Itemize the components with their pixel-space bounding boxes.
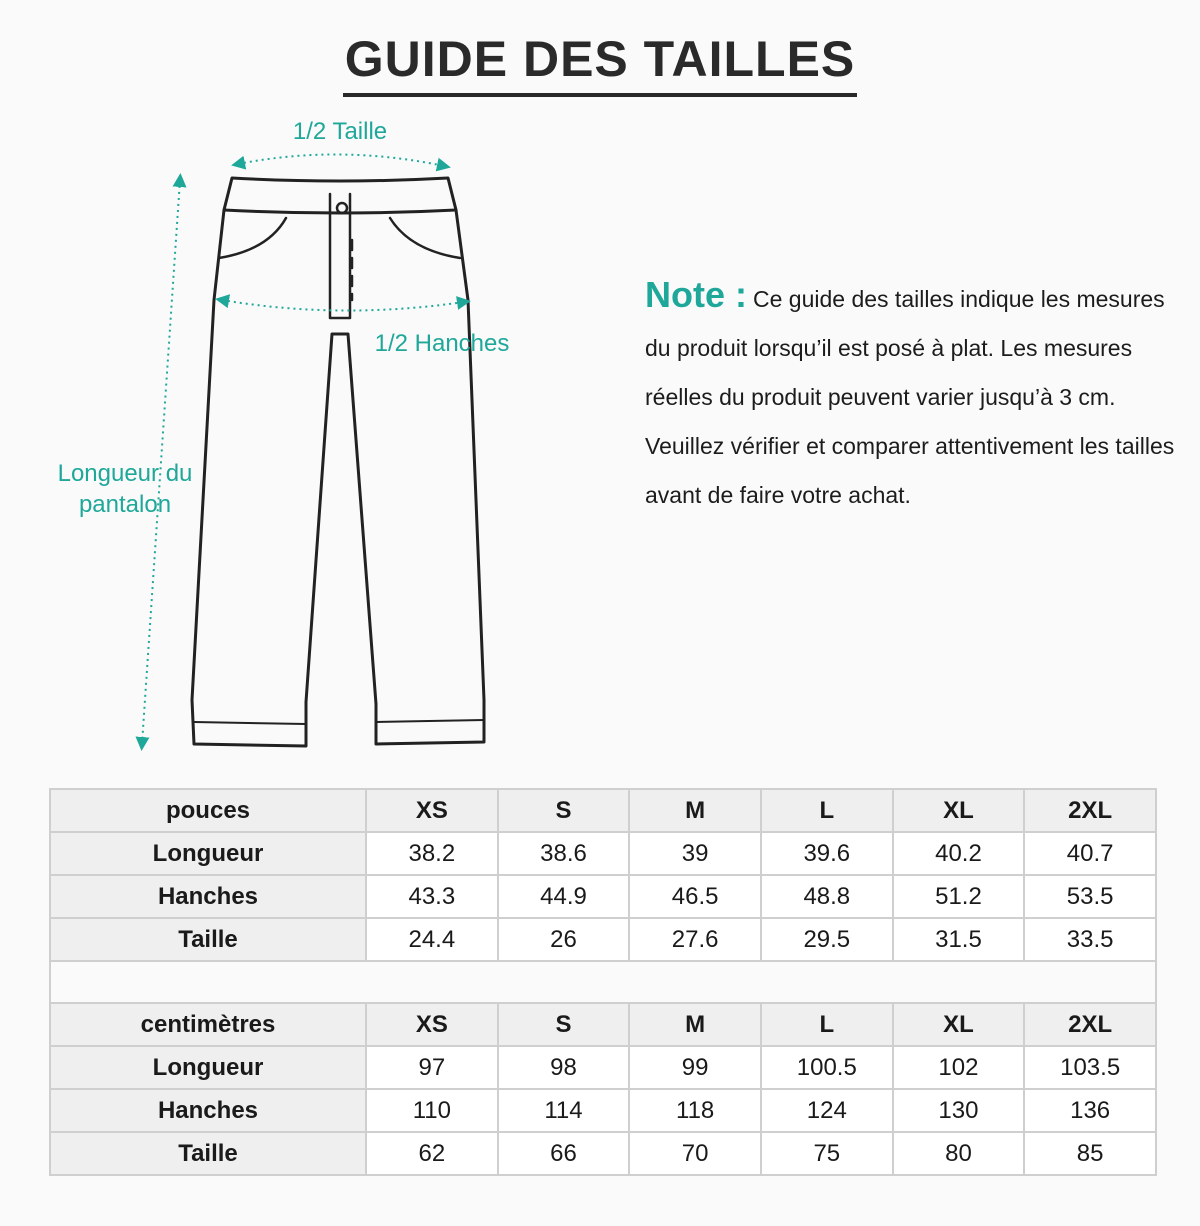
hips-label: 1/2 Hanches: [374, 330, 510, 357]
size-header: XS: [366, 1003, 498, 1046]
pants-outline: [192, 178, 484, 746]
table-cell: 99: [629, 1046, 761, 1089]
table-cell: 39: [629, 832, 761, 875]
pants-diagram: [0, 100, 600, 780]
table-cell: 31.5: [893, 918, 1025, 961]
table-cell: 39.6: [761, 832, 893, 875]
table-cell: 98: [498, 1046, 630, 1089]
table-cell: 118: [629, 1089, 761, 1132]
size-header: S: [498, 1003, 630, 1046]
size-header: L: [761, 1003, 893, 1046]
table-row: [50, 1046, 1156, 1089]
table-header-row: [50, 1003, 1156, 1046]
unit-header: pouces: [50, 789, 366, 832]
table-cell: 124: [761, 1089, 893, 1132]
spacer-cell: [50, 961, 1156, 1003]
waist-label: 1/2 Taille: [292, 118, 388, 145]
row-label: Hanches: [50, 875, 366, 918]
size-header: M: [629, 789, 761, 832]
table-cell: 110: [366, 1089, 498, 1132]
page-title: [0, 30, 1200, 97]
table-cell: 46.5: [629, 875, 761, 918]
table-row: [50, 918, 1156, 961]
table-cell: 66: [498, 1132, 630, 1175]
table-cell: 75: [761, 1132, 893, 1175]
size-table: [49, 788, 1157, 1176]
pants-illustration: [0, 100, 600, 780]
page-title-text: GUIDE DES TAILLES: [343, 32, 858, 97]
length-label: Longueur du pantalon: [57, 460, 193, 518]
table-cell: 48.8: [761, 875, 893, 918]
table-cell: 38.2: [366, 832, 498, 875]
table-cell: 43.3: [366, 875, 498, 918]
table-cell: 100.5: [761, 1046, 893, 1089]
table-cell: 29.5: [761, 918, 893, 961]
waist-arrow: [238, 154, 444, 166]
row-label: Longueur: [50, 1046, 366, 1089]
size-header: S: [498, 789, 630, 832]
table-cell: 97: [366, 1046, 498, 1089]
table-row: [50, 1132, 1156, 1175]
size-header: XL: [893, 1003, 1025, 1046]
table-cell: 85: [1024, 1132, 1156, 1175]
size-header: 2XL: [1024, 789, 1156, 832]
table-cell: 103.5: [1024, 1046, 1156, 1089]
table-cell: 40.7: [1024, 832, 1156, 875]
table-spacer-row: [50, 961, 1156, 1003]
unit-header: centimètres: [50, 1003, 366, 1046]
row-label: Hanches: [50, 1089, 366, 1132]
table-cell: 130: [893, 1089, 1025, 1132]
table-row: [50, 832, 1156, 875]
row-label: Taille: [50, 918, 366, 961]
note-text: Ce guide des tailles indique les mesures du produit lorsqu’il est posé à plat. Les mesures réelles du produit peuvent varier jusqu’à 3 cm. Veuillez vérifier et comparer attentivement les tailles avant de faire votre achat.: [645, 286, 1175, 508]
table-cell: 40.2: [893, 832, 1025, 875]
table-cell: 53.5: [1024, 875, 1156, 918]
row-label: Taille: [50, 1132, 366, 1175]
table-cell: 51.2: [893, 875, 1025, 918]
table-cell: 27.6: [629, 918, 761, 961]
table-cell: 136: [1024, 1089, 1156, 1132]
size-header: L: [761, 789, 893, 832]
table-row: [50, 875, 1156, 918]
table-cell: 24.4: [366, 918, 498, 961]
hips-arrow: [222, 300, 464, 311]
row-label: Longueur: [50, 832, 366, 875]
table-header-row: [50, 789, 1156, 832]
size-header: XS: [366, 789, 498, 832]
size-header: XL: [893, 789, 1025, 832]
table-cell: 26: [498, 918, 630, 961]
table-row: [50, 1089, 1156, 1132]
table-cell: 114: [498, 1089, 630, 1132]
table-cell: 33.5: [1024, 918, 1156, 961]
note-block: [645, 270, 1175, 520]
table-cell: 102: [893, 1046, 1025, 1089]
table-cell: 62: [366, 1132, 498, 1175]
table-cell: 44.9: [498, 875, 630, 918]
size-header: M: [629, 1003, 761, 1046]
table-cell: 38.6: [498, 832, 630, 875]
size-table-body: [50, 789, 1156, 1175]
note-title: Note :: [645, 274, 747, 315]
size-header: 2XL: [1024, 1003, 1156, 1046]
table-cell: 80: [893, 1132, 1025, 1175]
table-cell: 70: [629, 1132, 761, 1175]
